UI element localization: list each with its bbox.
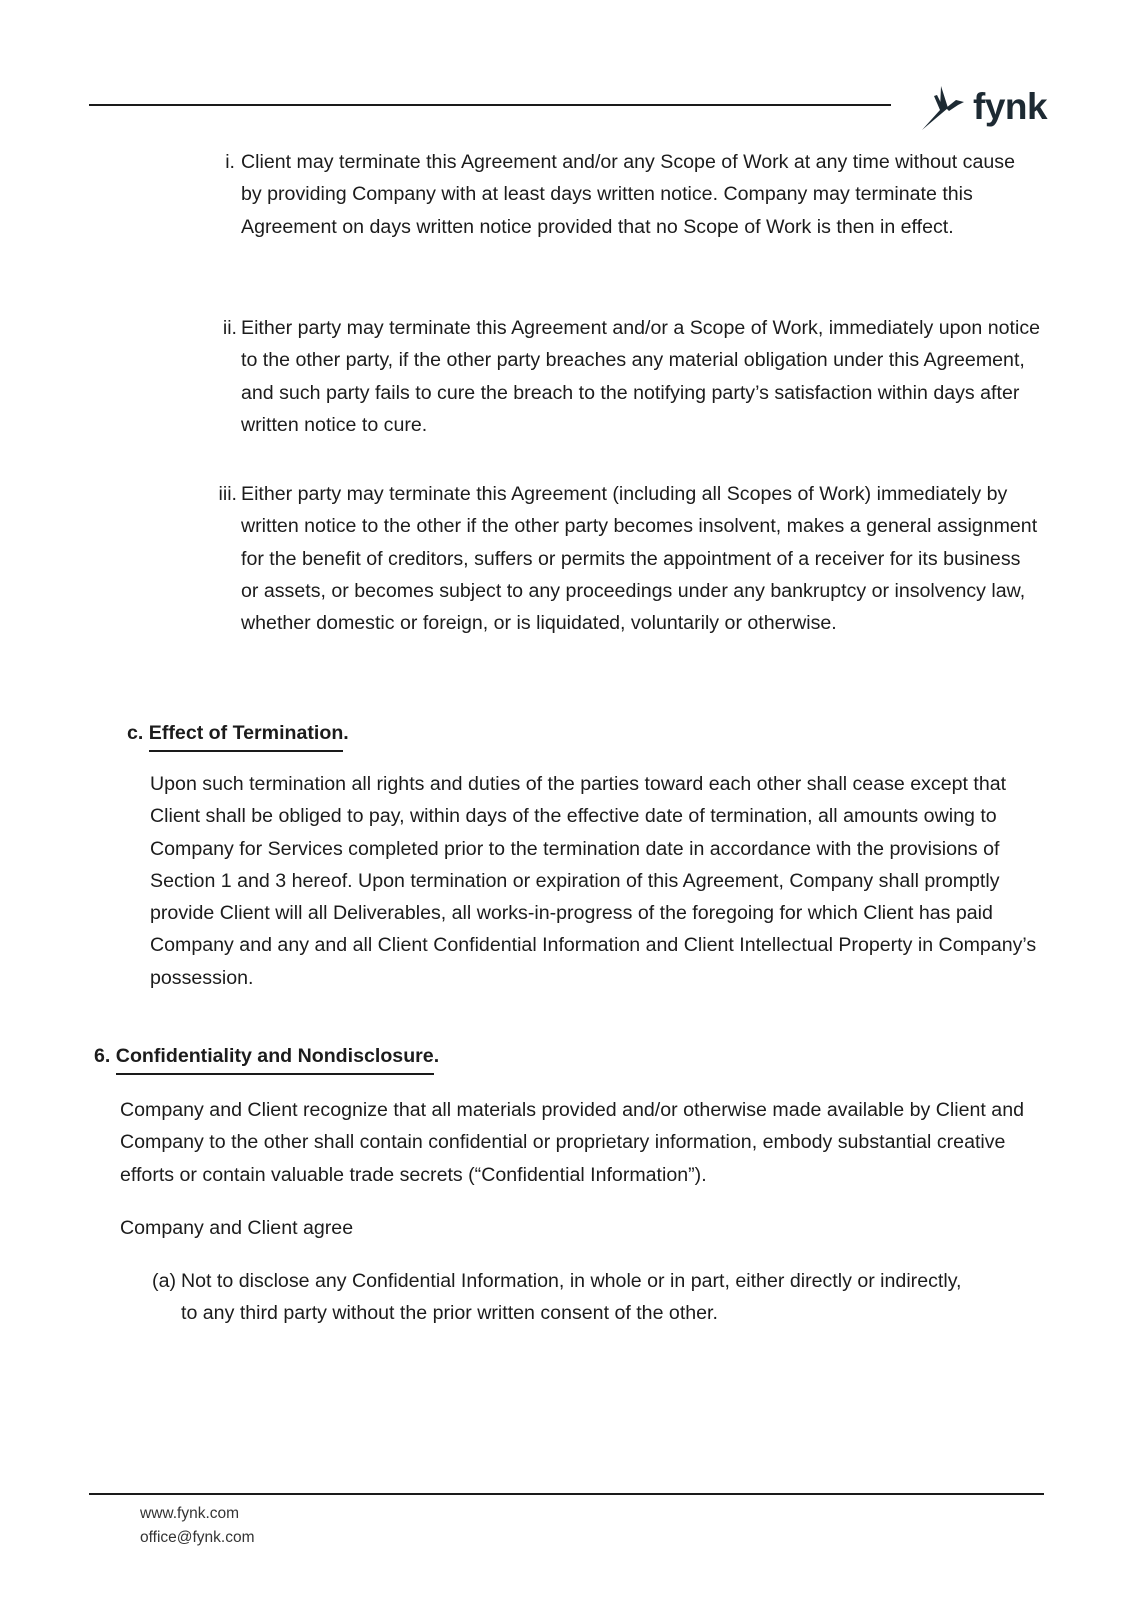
footer-email: office@fynk.com — [140, 1529, 255, 1546]
fynk-logo — [918, 80, 1047, 132]
list-marker-ii: ii. — [222, 317, 237, 339]
title-period: . — [433, 1045, 440, 1067]
section-marker-6: 6. — [94, 1045, 111, 1067]
title-period: . — [343, 722, 349, 744]
section-marker-c: c. — [127, 722, 144, 744]
list-marker-a: (a) — [152, 1270, 176, 1292]
termination-item-iii: Either party may terminate this Agreement (including all Scopes of Work) immediately by written notice to the other if the other party becomes insolvent, makes a general assignment for the benefit of creditors, suffers or permits the appointment of a receiver for its business or assets, or becomes subject to any proceedings under any bankruptcy or insolvency law, whether domestic or foreign, or is liquidated, voluntarily or otherwise. — [241, 483, 1038, 635]
logo-text: fynk — [973, 85, 1048, 127]
confidentiality-paragraph: Company and Client recognize that all materials provided and/or otherwise made available by Client and Company to the other shall contain confidential or proprietary information, embody substantial creative efforts or contain valuable trade secrets (“Confidential Information”). — [120, 1099, 1024, 1186]
header-rule — [89, 104, 891, 106]
confidentiality-title: Confidentiality and Nondisclosure — [116, 1042, 434, 1075]
list-marker-i: i. — [225, 151, 235, 173]
agree-paragraph: Company and Client agree — [120, 1217, 354, 1239]
effect-of-termination-text: Upon such termination all rights and duties of the parties toward each other shall cease except that Client shall be obliged to pay, within days of the effective date of termination, all amounts owing to Company for Services completed prior to the termination date in accordance with the provisions of Section 1 and 3 hereof. Upon termination or expiration of this Agreement, Company shall promptly provide Client will all Deliverables, all works-in-progress of the foregoing for which Client has paid Company and any and all Client Confidential Information and Client Intellectual Property in Company’s possession. — [150, 773, 1037, 989]
fynk-bird-icon — [918, 80, 968, 132]
termination-item-ii: Either party may terminate this Agreement and/or a Scope of Work, immediately upon notice to the other party, if the other party breaches any material obligation under this Agreement, and such party fails to cure the breach to the notifying party’s satisfaction within days after written notice to cure. — [241, 317, 1041, 436]
list-marker-iii: iii. — [218, 483, 237, 505]
effect-of-termination-heading — [127, 717, 349, 752]
termination-item-i: Client may terminate this Agreement and/or any Scope of Work at any time without cause by providing Company with at least days written notice. Company may terminate this Agreement on days written notice provided that no Scope of Work is then in effect. — [241, 151, 1015, 238]
effect-of-termination-title: Effect of Termination — [149, 719, 344, 752]
confidentiality-heading — [94, 1040, 439, 1075]
confidentiality-item-a: Not to disclose any Confidential Information, in whole or in part, either directly or indirectly, to any third party without the prior written consent of the other. — [181, 1270, 962, 1325]
footer-rule — [89, 1493, 1044, 1495]
footer-website: www.fynk.com — [140, 1505, 240, 1522]
